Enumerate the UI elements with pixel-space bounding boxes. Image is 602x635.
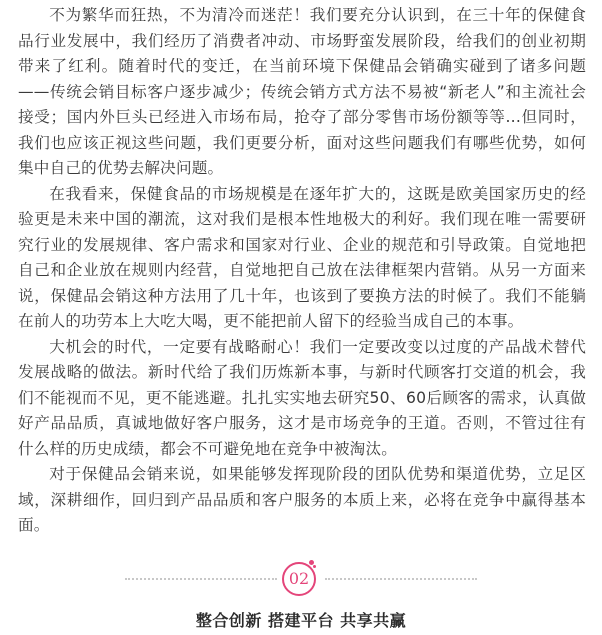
section-number-badge <box>282 562 316 596</box>
paragraph-2: 在我看来，保健食品的市场规模是在逐年扩大的，这既是欧美国家历史的经验更是未来中国的潮流，这对我们是根本性地极大的利好。我们现在唯一需要研究行业的发展规律、客户需求和国家对行业、企业的规范和引导政策。自觉地把自己和企业放在规则内经营，自觉地把自己放在法律框架内营销。从另一方面来说，保健品会销这种方法用了几十年，也该到了要换方法的时候了。我们不能躺在前人的功劳本上大吃大喝，更不能把前人留下的经验当成自己的本事。 <box>18 184 586 330</box>
divider-line-left <box>125 578 277 580</box>
article-body <box>18 3 586 539</box>
section-number: 02 <box>288 569 310 588</box>
paragraph-1: 不为繁华而狂热，不为清冷而迷茫！我们要充分认识到，在三十年的保健食品行业发展中，我们经历了消费者冲动、市场野蛮发展阶段，给我们的创业初期带来了红利。随着时代的变迁，在当前环境下保健品会销确实碰到了诸多问题——传统会销目标客户逐步减少；传统会销方式方法不易被“新老人”和主流社会接受；国内外巨头已经进入市场布局，抢夺了部分零售市场份额等等...但同时，我们也应该正视这些问题，我们更要分析，面对这些问题我们有哪些优势，如何集中自己的优势去解决问题。 <box>18 6 586 177</box>
paragraph-4: 对于保健品会销来说，如果能够发挥现阶段的团队优势和渠道优势，立足区域，深耕细作，回归到产品品质和客户服务的本质上来，必将在竞争中赢得基本面。 <box>18 465 586 534</box>
divider-line-right <box>325 578 477 580</box>
section-divider <box>0 560 602 600</box>
section-title: 整合创新 搭建平台 共享共赢 <box>195 611 407 630</box>
paragraph-3: 大机会的时代，一定要有战略耐心！我们一定要改变以过度的产品战术替代发展战略的做法。新时代给了我们历炼新本事，与新时代顾客打交道的机会，我们不能视而不见，更不能逃避。扎扎实实地去研究50、60后顾客的需求，认真做好产品品质，真诚地做好客户服务，这才是市场竞争的王道。否则，不管过往有什么样的历史成绩，都会不可避免地在竞争中被淘汰。 <box>18 337 586 458</box>
